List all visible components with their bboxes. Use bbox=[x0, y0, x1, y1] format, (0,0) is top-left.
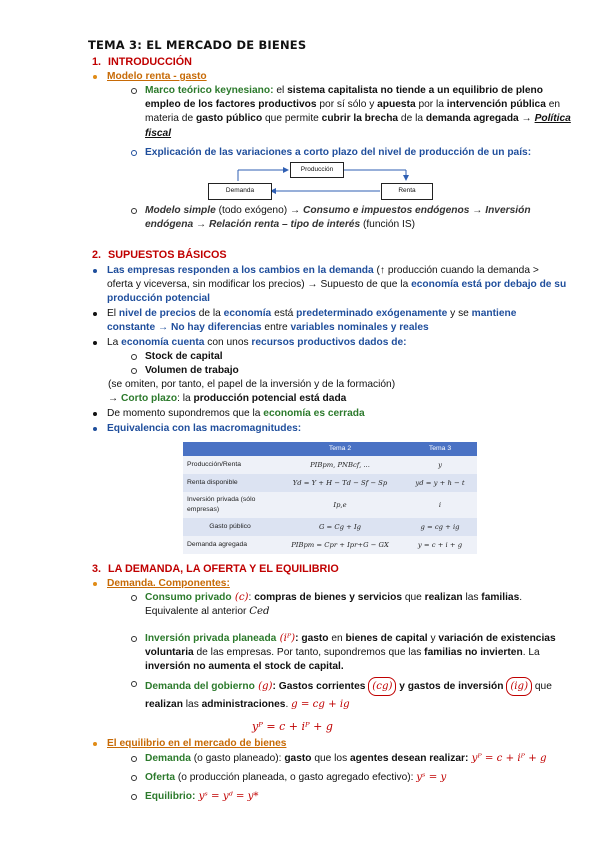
bullet-recursos-productivos: La economía cuenta con unos recursos productivos dados de: bbox=[92, 336, 567, 350]
bullet-consumo-privado: Consumo privado (c): compras de bienes y servicios que realizan las familias. Equivalente al anterior Ced bbox=[130, 591, 575, 619]
section-1-heading: 1. INTRODUCCIÓN bbox=[92, 56, 192, 68]
section-2-heading: 2. SUPUESTOS BÁSICOS bbox=[92, 249, 227, 261]
table-header-cell: Tema 2 bbox=[277, 442, 403, 456]
box-renta: Renta bbox=[381, 183, 433, 200]
bullet-modelo-renta-gasto: Modelo renta - gasto bbox=[92, 70, 577, 84]
table-header-cell: Tema 3 bbox=[403, 442, 477, 456]
bullet-volumen-trabajo: Volumen de trabajo bbox=[130, 364, 585, 378]
note-corto-plazo: → Corto plazo: la producción potencial está dada bbox=[108, 393, 347, 404]
bullet-nivel-precios: El nivel de precios de la economía está predeterminado exógenamente y se mantiene constante → No hay diferencias entre variables nominales y reales bbox=[92, 307, 567, 335]
bullet-eq-demanda: Demanda (o gasto planeado): gasto que los agentes desean realizar: yᴾ = c + iᴾ + g bbox=[130, 752, 585, 766]
table-header-row bbox=[183, 442, 477, 456]
table-header-cell bbox=[183, 442, 277, 456]
bullet-eq-oferta: Oferta (o producción planeada, o gasto agregado efectivo): yˢ = y bbox=[130, 771, 585, 785]
table-row: Producción/Renta PIBpm, PNBcf, ... y bbox=[183, 456, 477, 474]
note-omiten: (se omiten, por tanto, el papel de la inversión y de la formación) bbox=[108, 379, 396, 390]
equation-yp: yᴾ = c + iᴾ + g bbox=[252, 720, 333, 733]
page-title: TEMA 3: EL MERCADO DE BIENES bbox=[88, 38, 307, 52]
table-row: Demanda agregada PIBpm = Cpr + Ipr+G − GX y = c + i + g bbox=[183, 536, 477, 554]
macromagnitudes-table bbox=[183, 442, 477, 554]
section-3-heading: 3. LA DEMANDA, LA OFERTA Y EL EQUILIBRIO bbox=[92, 563, 339, 575]
bullet-modelo-simple: Modelo simple (todo exógeno) → Consumo e impuestos endógenos → Inversión endógena → Relación renta – tipo de interés (función IS) bbox=[130, 204, 575, 232]
box-demanda: Demanda bbox=[208, 183, 272, 200]
table-row: Renta disponible Yd = Y + H − Td − Sf − Sp yd = y + h − t bbox=[183, 474, 477, 492]
bullet-equilibrio-mercado: El equilibrio en el mercado de bienes bbox=[92, 737, 577, 751]
bullet-demanda-componentes: Demanda. Componentes: bbox=[92, 577, 577, 591]
bullet-demanda-gobierno: Demanda del gobierno (g): Gastos corrientes (cg) y gastos de inversión (ig) que realizan las administraciones. g = cg + ig bbox=[130, 677, 575, 713]
table-row: Inversión privada (sólo empresas) Ip,e i bbox=[183, 492, 477, 518]
circular-flow-diagram bbox=[208, 160, 433, 202]
bullet-equivalencia: Equivalencia con las macromagnitudes: bbox=[92, 422, 577, 436]
bullet-stock-capital: Stock de capital bbox=[130, 350, 585, 364]
bullet-keynesiano: Marco teórico keynesiano: el sistema capitalista no tiende a un equilibrio de pleno empleo de los factores productivos por sí sólo y apuesta por la intervención pública en materia de gasto público que permite cubrir la brecha de la demanda agregada → Política fiscal bbox=[130, 84, 575, 141]
bullet-explicacion: Explicación de las variaciones a corto plazo del nivel de producción de un país: bbox=[130, 146, 575, 160]
bullet-empresas-responden: Las empresas responden a los cambios en la demanda (↑ producción cuando la demanda > oferta y viceversa, sin modificar los precios) → Supuesto de que la economía está por debajo de su producción potencial bbox=[92, 264, 567, 307]
table-row: Gasto público G = Cg + Ig g = cg + ig bbox=[183, 518, 477, 536]
bullet-inversion-privada: Inversión privada planeada (iᴾ): gasto en bienes de capital y variación de existencias voluntaria de las empresas. Por tanto, supondremos que las familias no invierten. La inversión no aumenta el stock de capital. bbox=[130, 632, 575, 675]
box-produccion: Producción bbox=[290, 162, 344, 178]
bullet-eq-equilibrio: Equilibrio: yˢ = yᵈ = y* bbox=[130, 790, 585, 804]
bullet-economia-cerrada: De momento supondremos que la economía es cerrada bbox=[92, 407, 577, 421]
